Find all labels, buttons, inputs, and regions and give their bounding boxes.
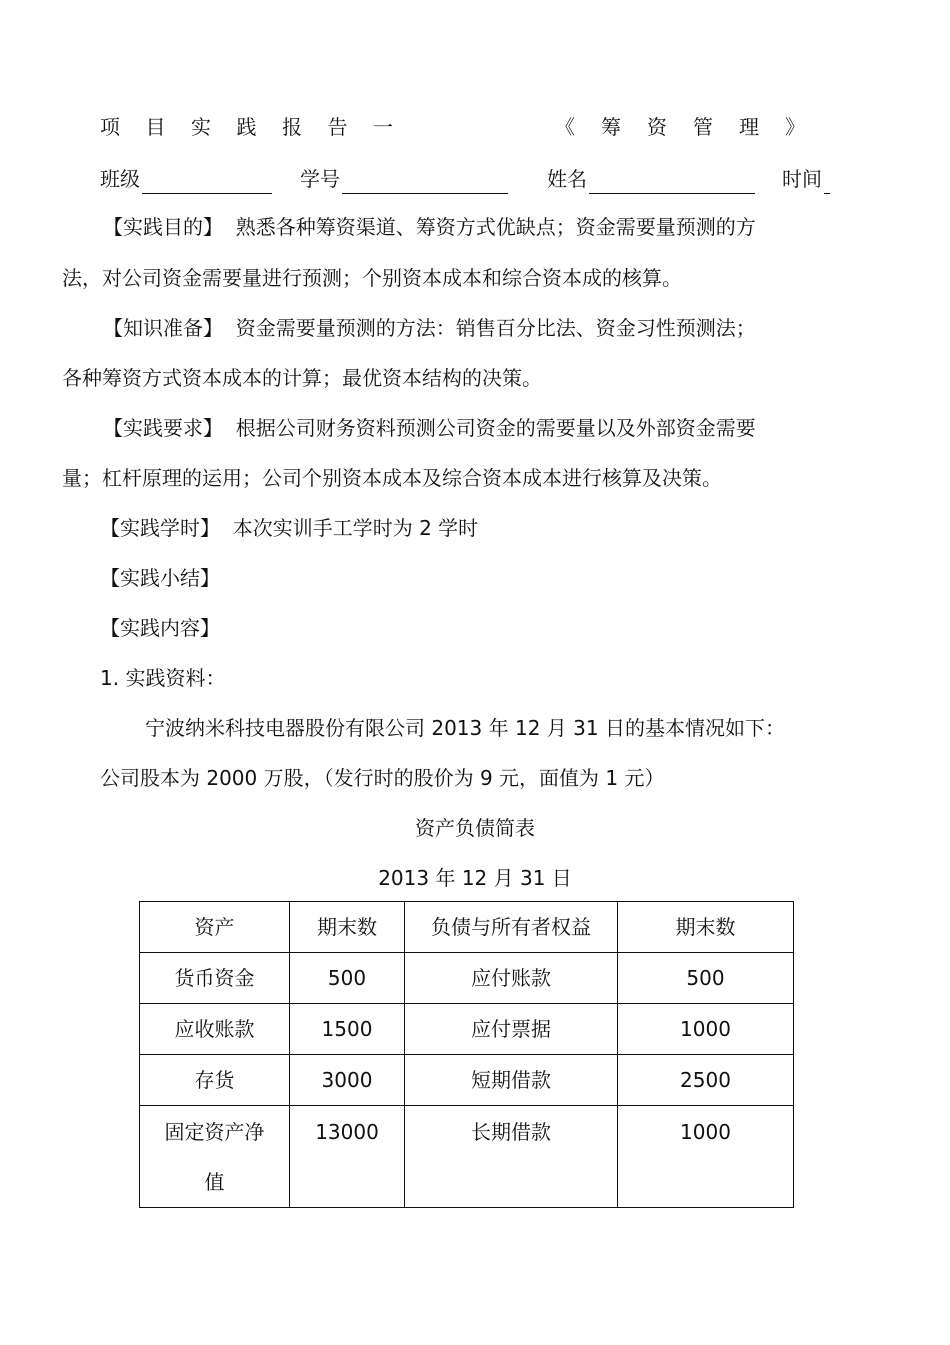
report-title-right: 《筹资管理》: [555, 115, 831, 139]
table-row: [140, 1055, 794, 1106]
table-cell: 存货: [140, 1055, 290, 1106]
table-cell: 500: [618, 953, 794, 1004]
table-cell: 1000: [618, 1004, 794, 1055]
table-row: [140, 1004, 794, 1055]
header-liabilities-equity: 负债与所有者权益: [405, 902, 618, 953]
table-cell: 500: [290, 953, 405, 1004]
requirement-text-1: 根据公司财务资料预测公司资金的需要量以及外部资金需要: [235, 416, 756, 440]
table-cell: 1000: [618, 1106, 794, 1208]
content-heading: 【实践内容】: [100, 616, 220, 640]
requirement-heading: 【实践要求】: [103, 416, 223, 440]
table-cell: 13000: [290, 1106, 405, 1208]
knowledge-heading: 【知识准备】: [103, 316, 223, 340]
balance-sheet-table: [139, 901, 794, 1208]
time-field: [782, 164, 830, 194]
student-id-label: 学号: [300, 167, 340, 191]
table-cell: 应收账款: [140, 1004, 290, 1055]
table-cell: 短期借款: [405, 1055, 618, 1106]
table-row: [140, 1106, 794, 1208]
purpose-line-2: 法，对公司资金需要量进行预测；个别资本成本和综合资本成的核算。: [62, 266, 682, 290]
knowledge-line-2: 各种筹资方式资本成本的计算；最优资本结构的决策。: [62, 366, 542, 390]
hours-line: [100, 513, 478, 543]
table-cell: 应付账款: [405, 953, 618, 1004]
name-blank[interactable]: [589, 171, 755, 194]
purpose-text-1: 熟悉各种筹资渠道、筹资方式优缺点；资金需要量预测的方: [235, 215, 756, 239]
summary-heading: 【实践小结】: [100, 566, 220, 590]
class-field: [100, 164, 272, 194]
requirement-line-2: 量；杠杆原理的运用；公司个别资本成本及综合资本成本进行核算及决策。: [62, 466, 722, 490]
name-label: 姓名: [547, 167, 587, 191]
table-cell: 2500: [618, 1055, 794, 1106]
table-cell: 货币资金: [140, 953, 290, 1004]
table-header-row: [140, 902, 794, 953]
requirement-line-1: [103, 413, 756, 443]
student-id-blank[interactable]: [342, 171, 508, 194]
student-id-field: [300, 164, 508, 194]
header-ending-balance-assets: 期末数: [290, 902, 405, 953]
time-blank[interactable]: [824, 171, 830, 194]
table-date: 2013 年 12 月 31 日: [378, 866, 572, 890]
material-line-2: 公司股本为 2000 万股，（发行时的股价为 9 元，面值为 1 元）: [100, 766, 665, 790]
table-cell: 长期借款: [405, 1106, 618, 1208]
table-cell: 1500: [290, 1004, 405, 1055]
header-ending-balance-liabilities: 期末数: [618, 902, 794, 953]
class-blank[interactable]: [142, 171, 272, 194]
table-title: 资产负债简表: [415, 816, 535, 840]
name-field: [547, 164, 755, 194]
hours-text: 本次实训手工学时为 2 学时: [232, 516, 479, 540]
table-cell: 3000: [290, 1055, 405, 1106]
report-title: [100, 112, 830, 142]
material-heading: 1. 实践资料：: [100, 666, 226, 690]
knowledge-text-1: 资金需要量预测的方法：销售百分比法、资金习性预测法；: [235, 316, 756, 340]
hours-heading: 【实践学时】: [100, 516, 220, 540]
time-label: 时间: [782, 167, 822, 191]
knowledge-line-1: [103, 313, 756, 343]
table-cell: 应付票据: [405, 1004, 618, 1055]
purpose-heading: 【实践目的】: [103, 215, 223, 239]
fixed-assets-label: 固定资产净值: [164, 1120, 265, 1194]
report-title-left: 项目实践报告一: [100, 115, 419, 139]
table-row: [140, 953, 794, 1004]
header-assets: 资产: [140, 902, 290, 953]
purpose-line-1: [103, 212, 756, 242]
table-cell: [140, 1106, 290, 1208]
material-line-1: 宁波纳米科技电器股份有限公司 2013 年 12 月 31 日的基本情况如下：: [145, 716, 785, 740]
class-label: 班级: [100, 167, 140, 191]
